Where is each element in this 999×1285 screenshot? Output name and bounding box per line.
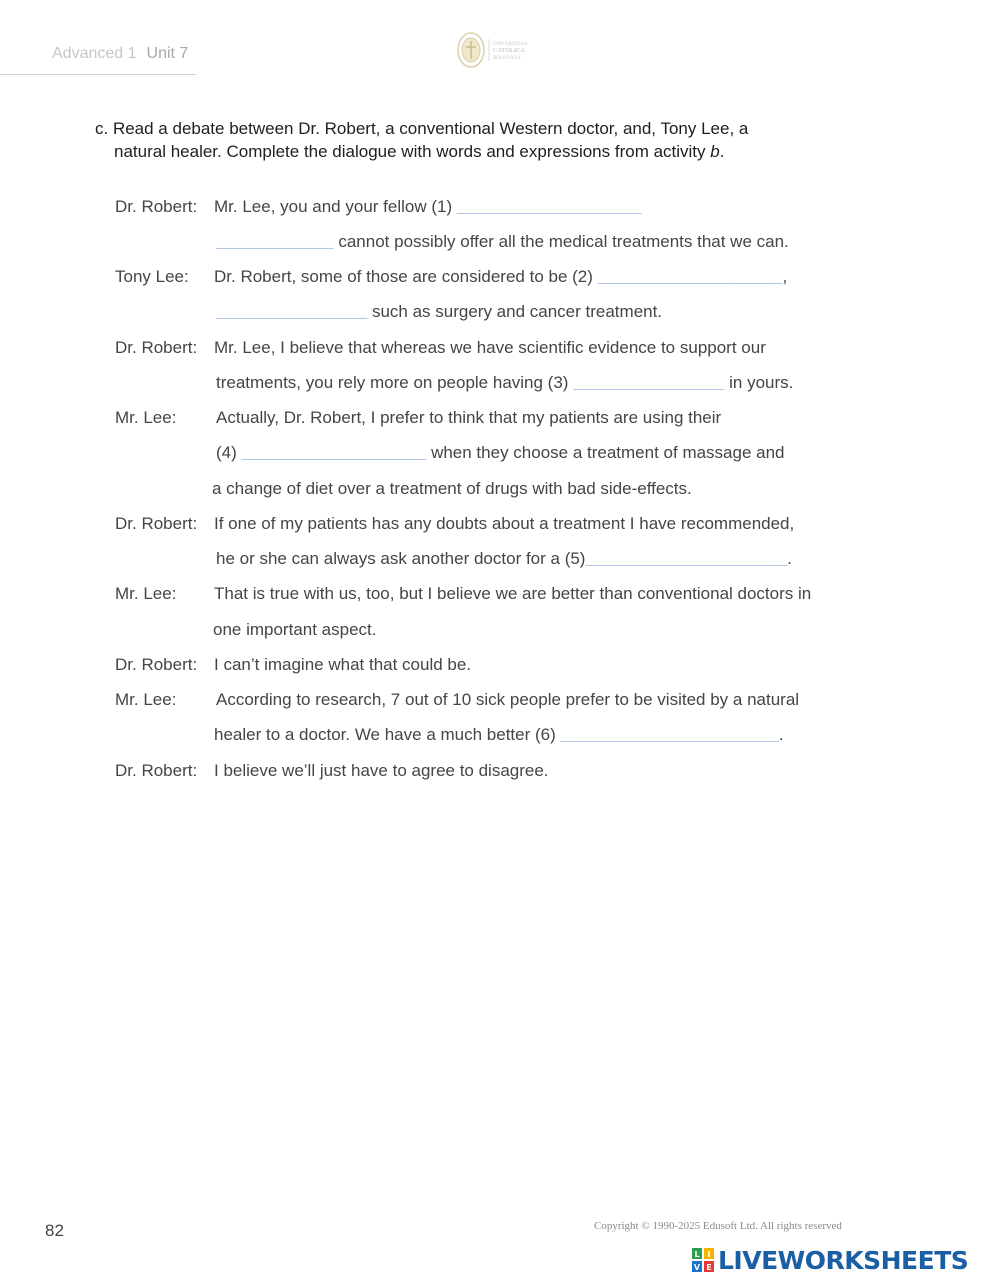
dialogue-text: he or she can always ask another doctor for a (5)________________________. <box>216 549 792 569</box>
logo-text-2: CATÓLICA <box>493 47 526 54</box>
dialogue-text: treatments, you rely more on people having (3) __________________ in yours. <box>216 373 794 393</box>
svg-text:V: V <box>693 1263 701 1272</box>
svg-text:L: L <box>694 1250 700 1259</box>
university-logo <box>456 31 546 69</box>
liveworksheets-brand[interactable] <box>692 1246 968 1274</box>
answer-blank-6[interactable]: __________________________ <box>560 729 779 745</box>
liveworksheets-logo-icon <box>692 1248 714 1272</box>
speaker-label: Dr. Robert: <box>115 655 198 674</box>
svg-text:I: I <box>707 1250 711 1259</box>
header-course <box>52 45 188 63</box>
dialogue-text: I can’t imagine what that could be. <box>214 655 472 674</box>
logo-text-1: UNIVERSIDAD <box>493 42 528 47</box>
dialogue-text: a change of diet over a treatment of drugs with bad side-effects. <box>212 479 692 498</box>
instructions-line-1: c. Read a debate between Dr. Robert, a conventional Western doctor, and, Tony Lee, a <box>95 119 749 138</box>
speaker-label: Dr. Robert: <box>115 197 198 216</box>
dialogue-text: Mr. Lee, you and your fellow (1) ______________________ <box>214 197 642 217</box>
page-number: 82 <box>45 1221 64 1240</box>
dialogue-text: According to research, 7 out of 10 sick people prefer to be visited by a natural <box>216 690 800 709</box>
answer-blank-3[interactable]: __________________ <box>573 377 725 393</box>
brand-name: LIVEWORKSHEETS <box>718 1245 969 1275</box>
answer-blank-4[interactable]: ______________________ <box>241 447 427 463</box>
header-divider <box>0 74 196 75</box>
speaker-label: Mr. Lee: <box>115 584 177 603</box>
instructions-line-2: natural healer. Complete the dialogue with words and expressions from activity b. <box>114 142 725 161</box>
dialogue-text: Actually, Dr. Robert, I prefer to think that my patients are using their <box>216 408 722 427</box>
speaker-label: Dr. Robert: <box>115 514 198 533</box>
svg-text:E: E <box>706 1263 712 1272</box>
speaker-label: Tony Lee: <box>115 267 189 286</box>
dialogue-text: Dr. Robert, some of those are considered to be (2) ______________________, <box>214 267 788 287</box>
dialogue-text: (4) ______________________ when they choose a treatment of massage and <box>216 443 785 463</box>
dialogue-text: __________________ such as surgery and cancer treatment. <box>216 302 663 322</box>
dialogue-text: healer to a doctor. We have a much better (6) __________________________. <box>214 725 784 745</box>
speaker-label: Mr. Lee: <box>115 408 177 427</box>
dialogue-text: one important aspect. <box>213 620 377 639</box>
unit-name: Unit 7 <box>146 45 189 62</box>
dialogue-text: I believe we’ll just have to agree to disagree. <box>214 761 549 780</box>
answer-blank-2[interactable]: ______________________ <box>597 271 783 287</box>
answer-blank-1-continued[interactable]: ______________ <box>216 236 334 252</box>
answer-blank-1[interactable]: ______________________ <box>456 201 642 217</box>
answer-blank-5[interactable]: ________________________ <box>585 553 788 569</box>
course-name: Advanced 1 <box>52 45 137 62</box>
speaker-label: Mr. Lee: <box>115 690 177 709</box>
dialogue-text: Mr. Lee, I believe that whereas we have scientific evidence to support our <box>214 338 766 357</box>
answer-blank-2-continued[interactable]: __________________ <box>216 306 368 322</box>
logo-text-3: BOLIVIANA <box>493 56 521 61</box>
dialogue-text: ______________ cannot possibly offer all the medical treatments that we can. <box>216 232 789 252</box>
dialogue-text: If one of my patients has any doubts about a treatment I have recommended, <box>214 514 795 533</box>
copyright-notice: Copyright © 1990-2025 Edusoft Ltd. All rights reserved <box>594 1220 842 1232</box>
activity-instructions <box>95 117 855 163</box>
speaker-label: Dr. Robert: <box>115 338 198 357</box>
dialogue-text: That is true with us, too, but I believe we are better than conventional doctors in <box>214 584 812 603</box>
speaker-label: Dr. Robert: <box>115 761 198 780</box>
